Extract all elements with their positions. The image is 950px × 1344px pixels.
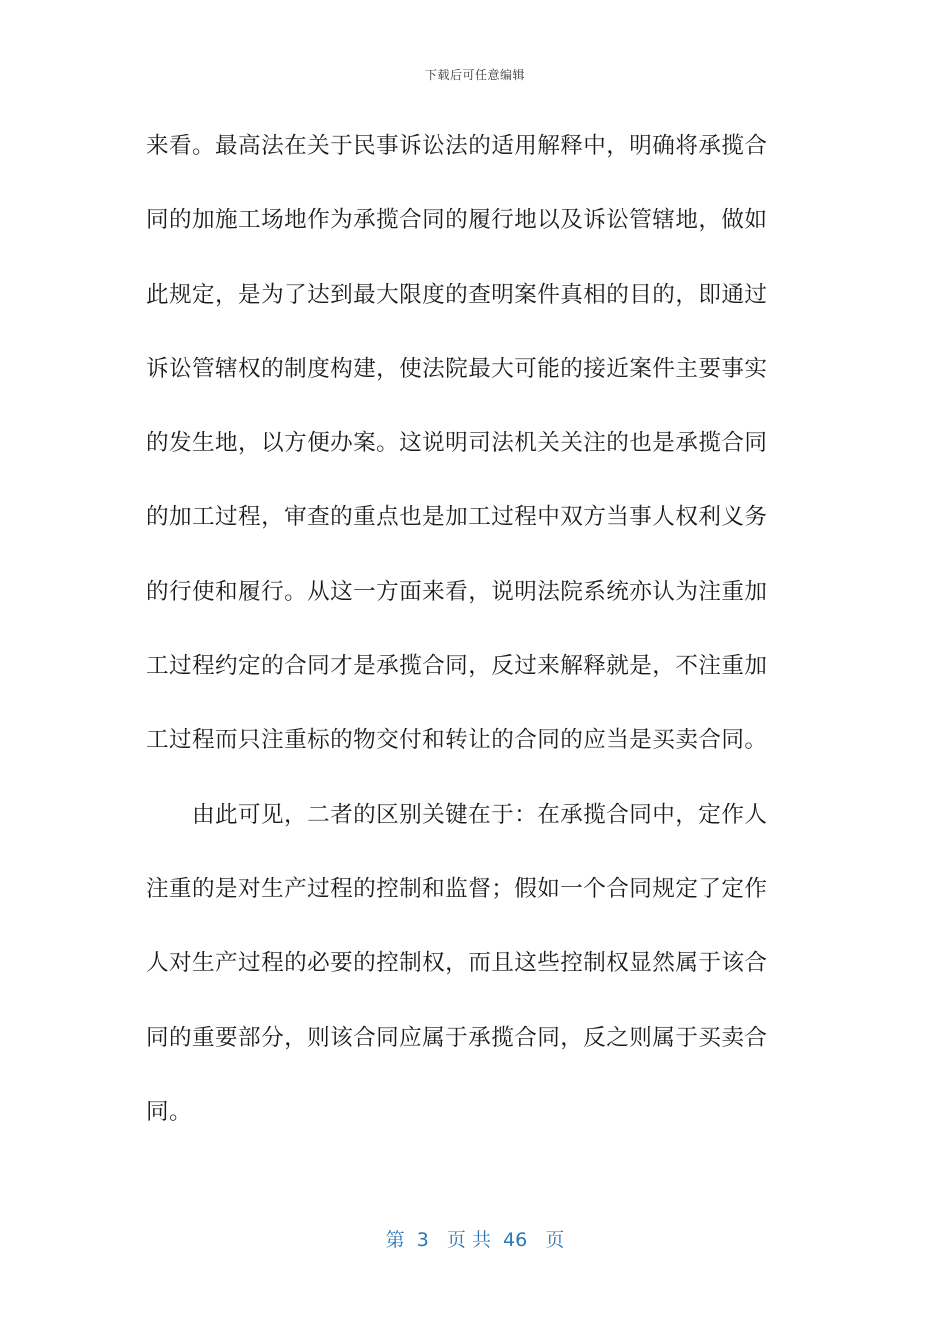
text-line: 的行使和履行。从这一方面来看，说明法院系统亦认为注重加 <box>146 578 768 605</box>
text-line: 诉讼管辖权的制度构建，使法院最大可能的接近案件主要事实 <box>146 355 768 382</box>
text-line: 的加工过程，审查的重点也是加工过程中双方当事人权利义务 <box>146 504 768 531</box>
text-line: 同。 <box>146 1098 193 1125</box>
page-header-note: 下载后可任意编辑 <box>424 68 525 82</box>
text-line: 同的加施工场地作为承揽合同的履行地以及诉讼管辖地，做如 <box>146 207 768 234</box>
text-line: 的发生地，以方便办案。这说明司法机关关注的也是承揽合同 <box>146 430 768 457</box>
text-line: 工过程约定的合同才是承揽合同，反过来解释就是，不注重加 <box>146 653 768 680</box>
document-body <box>146 124 790 1164</box>
text-line: 来看。最高法在关于民事诉讼法的适用解释中，明确将承揽合 <box>146 133 768 159</box>
text-line: 此规定，是为了达到最大限度的查明案件真相的目的，即通过 <box>146 281 768 308</box>
page-number-footer: 第 3 页 共 46 页 <box>385 1229 565 1251</box>
text-line: 同的重要部分，则该合同应属于承揽合同，反之则属于买卖合 <box>146 1024 768 1051</box>
paragraph-start-line: 由此可见，二者的区别关键在于：在承揽合同中，定作人 <box>192 801 768 828</box>
text-line: 工过程而只注重标的物交付和转让的合同的应当是买卖合同。 <box>146 727 768 754</box>
text-line: 人对生产过程的必要的控制权，而且这些控制权显然属于该合 <box>146 950 768 977</box>
text-line: 注重的是对生产过程的控制和监督；假如一个合同规定了定作 <box>146 875 768 902</box>
